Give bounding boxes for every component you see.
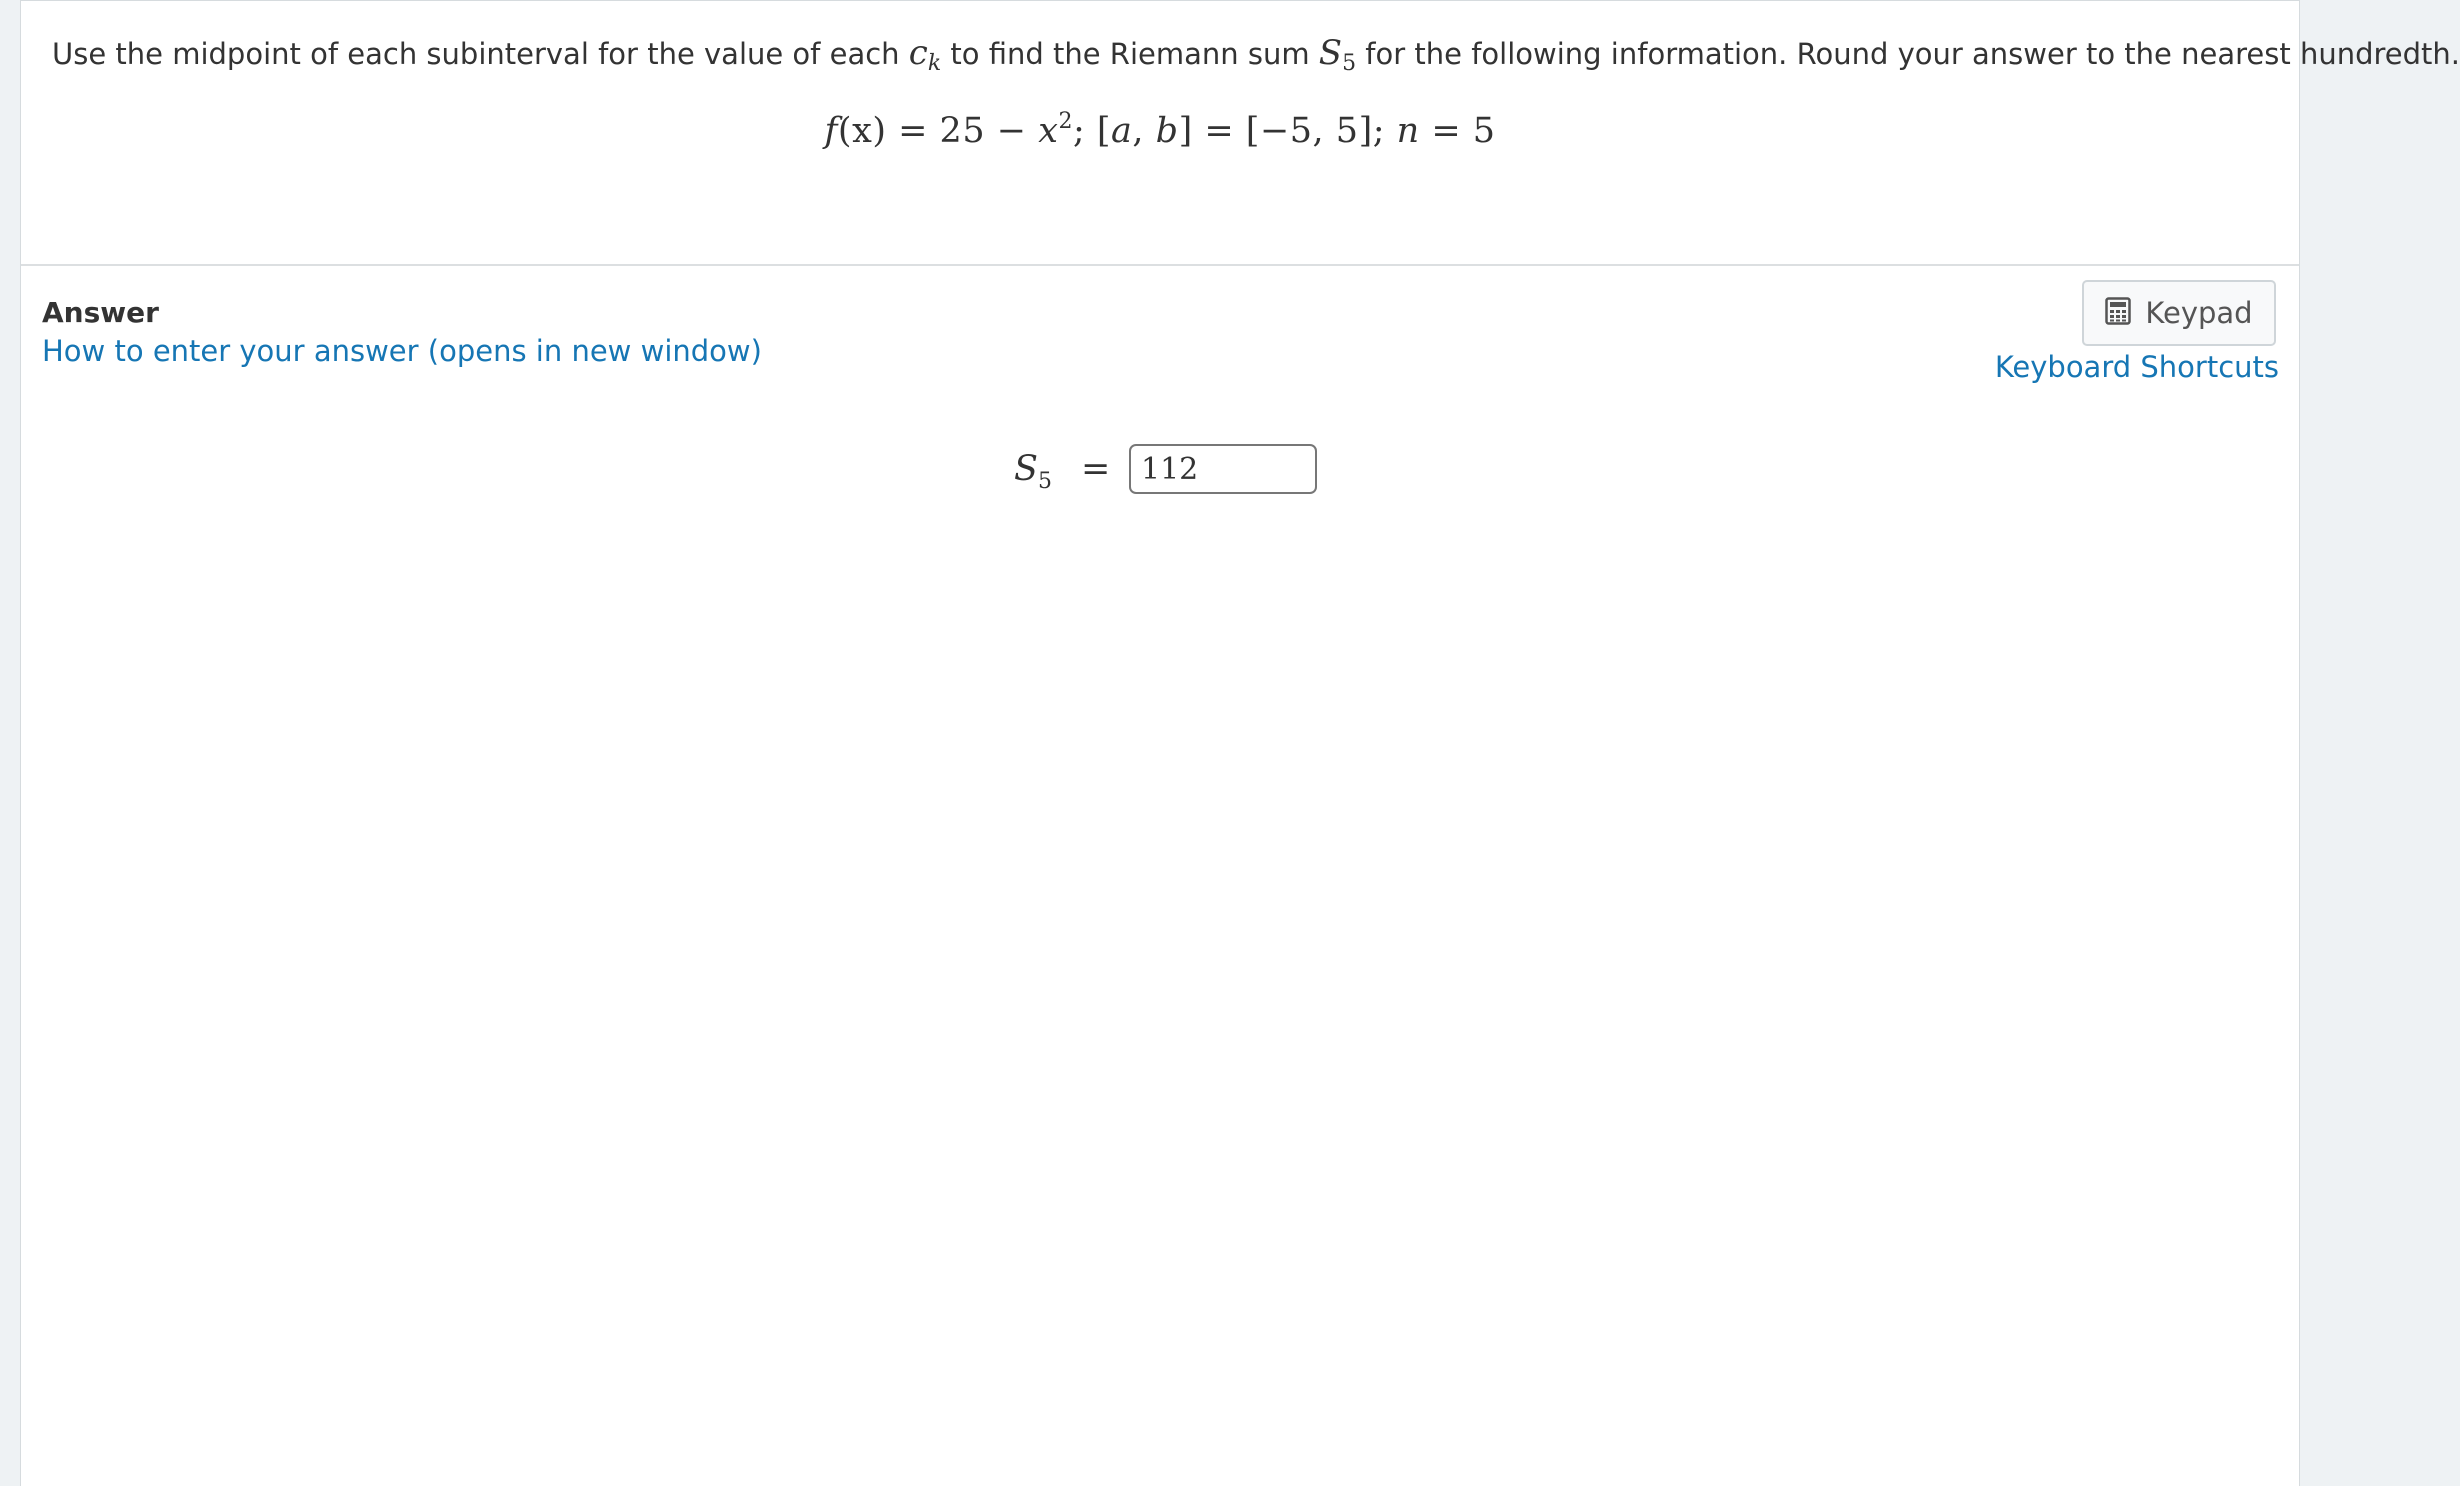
s5-subscript: 5 [1037, 469, 1052, 494]
ck-base: c [908, 33, 928, 73]
formula-part: = 25 − [886, 111, 1039, 151]
formula-part: = 5 [1419, 111, 1496, 151]
sn-base: S [1318, 33, 1343, 73]
s5-label [1014, 447, 1052, 494]
question-section [21, 1, 2460, 266]
formula-n: n [1396, 111, 1420, 151]
formula-part: , [1132, 111, 1156, 151]
keypad-button[interactable] [2082, 280, 2276, 346]
sn-symbol [1318, 33, 1357, 76]
question-text-part: for the following information. Round your answer to the nearest hundredth. [1356, 37, 2460, 71]
formula-a: a [1111, 111, 1133, 151]
question-text [52, 31, 2460, 76]
answer-heading: Answer [42, 296, 159, 329]
formula-b: b [1155, 111, 1179, 151]
formula-x: x [1038, 111, 1059, 151]
question-text-part: Use the midpoint of each subinterval for the value of each [52, 37, 909, 71]
formula-arg: (x) [837, 111, 887, 151]
question-panel [20, 0, 2460, 1486]
formula-part: ; [ [1072, 111, 1112, 151]
formula-part: ] = [−5, 5]; [1178, 111, 1397, 151]
function-formula [21, 105, 2299, 157]
formula-exponent: 2 [1058, 109, 1073, 134]
sn-subscript: 5 [1342, 51, 1357, 76]
keypad-label: Keypad [2145, 296, 2253, 330]
keyboard-shortcuts-link[interactable]: Keyboard Shortcuts [1994, 350, 2279, 384]
ck-symbol [908, 33, 942, 76]
s5-base: S [1014, 449, 1038, 489]
equals-sign: = [1081, 449, 1111, 489]
question-text-part: to find the Riemann sum [941, 37, 1319, 71]
ck-subscript: k [927, 51, 942, 76]
formula-f: f [824, 111, 838, 151]
calculator-icon [2105, 297, 2131, 329]
answer-input[interactable] [1129, 444, 1317, 494]
how-to-enter-answer-link[interactable]: How to enter your answer (opens in new window) [42, 334, 762, 368]
answer-row [21, 441, 2299, 501]
